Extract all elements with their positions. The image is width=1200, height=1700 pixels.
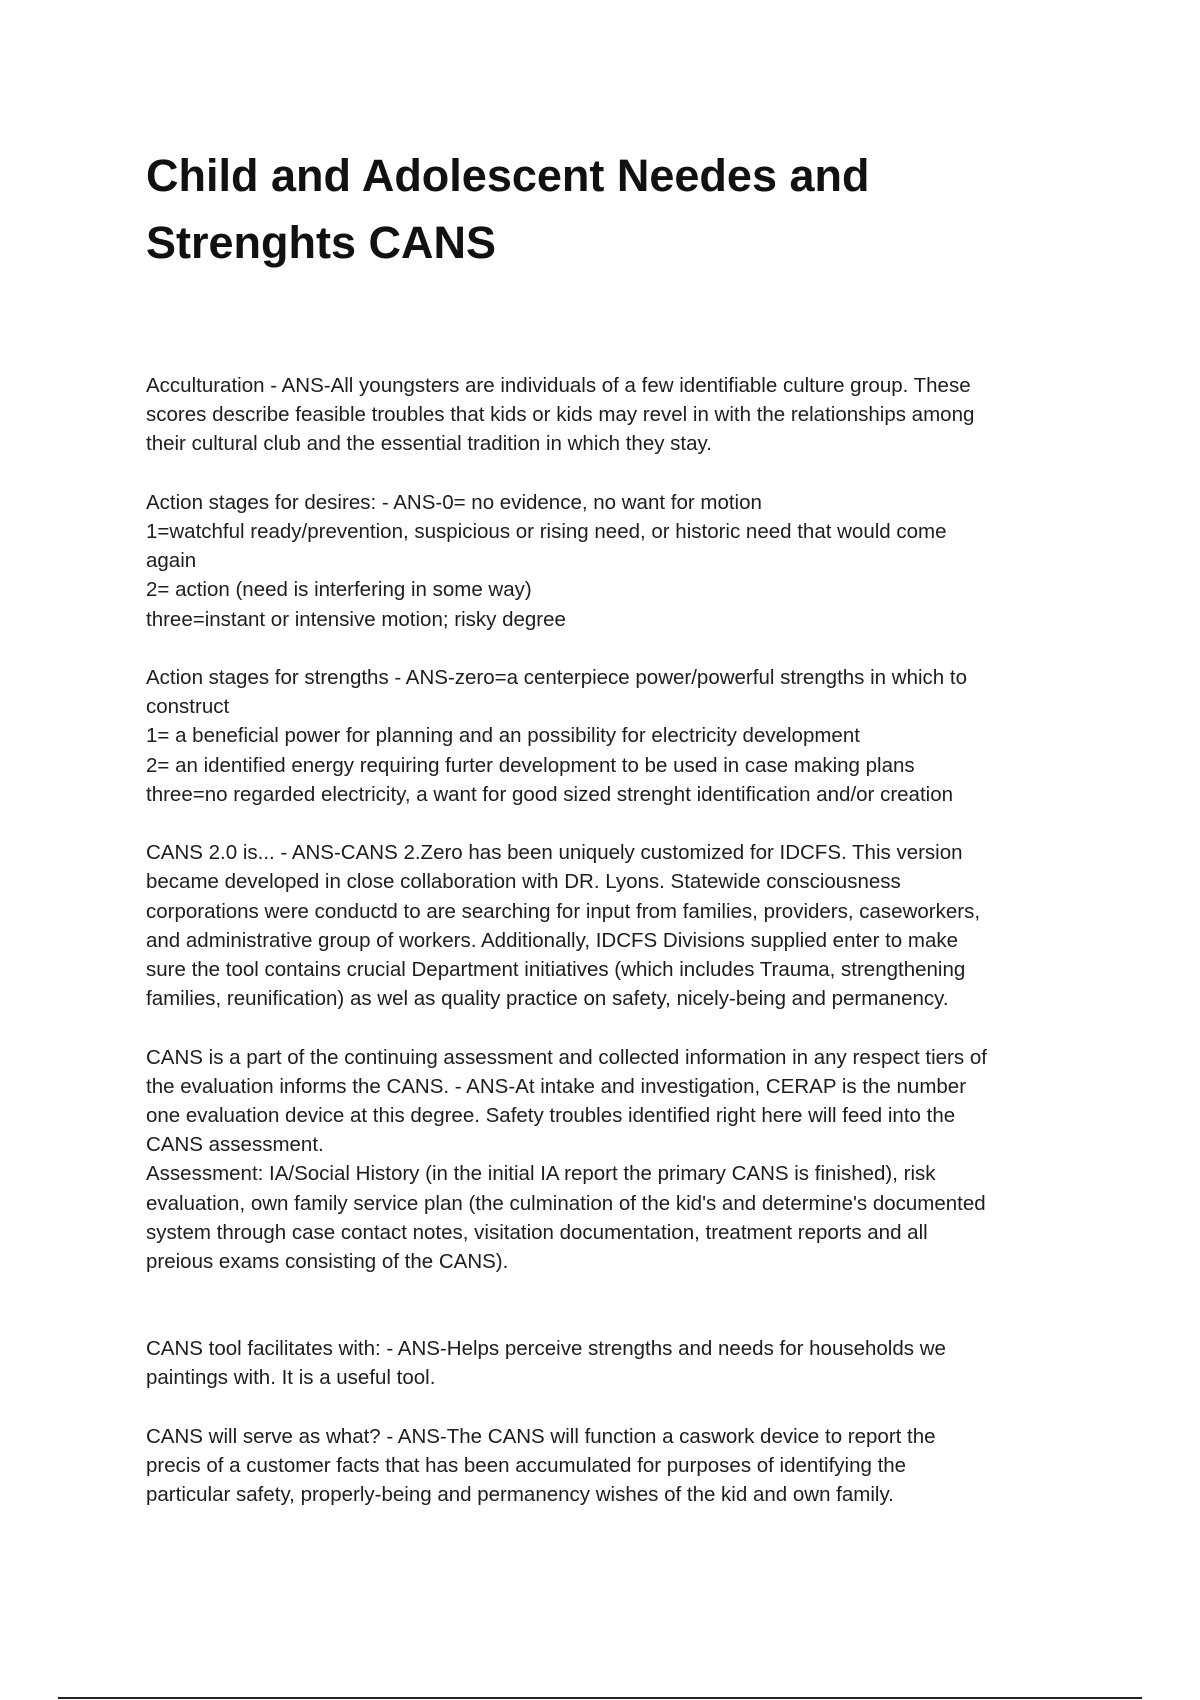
document-body (146, 371, 1066, 1539)
text-line: Action stages for strengths - ANS-zero=a centerpiece power/powerful strengths in which to (146, 666, 967, 689)
entry-cans-continuing-assessment (146, 1043, 1066, 1277)
text-line: 2= an identified energy requiring furter development to be used in case making plans (146, 753, 915, 777)
text-line: Assessment: IA/Social History (in the initial IA report the primary CANS is finished), risk (146, 1162, 936, 1186)
entry-action-stages-desires (146, 488, 1066, 634)
text-line: CANS 2.0 is... - ANS-CANS 2.Zero has been uniquely customized for IDCFS. This version (146, 841, 963, 865)
text-line: Acculturation - ANS-All youngsters are individuals of a few identifiable culture group. These (146, 374, 971, 397)
text-line: the evaluation informs the CANS. - ANS-At intake and investigation, CERAP is the number (146, 1074, 967, 1098)
text-line: 1=watchful ready/prevention, suspicious or rising need, or historic need that would come (146, 520, 947, 543)
entry-acculturation (146, 371, 1066, 459)
text-line: 2= action (need is interfering in some way) (146, 578, 532, 602)
text-line: evaluation, own family service plan (the culmination of the kid's and determine's documented (146, 1191, 986, 1215)
page-title-line: Strenghts CANS (146, 217, 497, 268)
text-line: three=instant or intensive motion; risky degree (146, 607, 566, 631)
text-line: their cultural club and the essential tradition in which they stay. (146, 432, 712, 456)
text-line: one evaluation device at this degree. Safety troubles identified right here will feed into the (146, 1104, 956, 1128)
text-line: and administrative group of workers. Additionally, IDCFS Divisions supplied enter to make (146, 928, 959, 952)
text-line: construct (146, 695, 230, 719)
text-line: CANS tool facilitates with: - ANS-Helps perceive strengths and needs for households we (146, 1337, 946, 1361)
text-line: preious exams consisting of the CANS). (146, 1250, 509, 1274)
text-line: system through case contact notes, visitation documentation, treatment reports and all (146, 1220, 928, 1244)
text-line: families, reunification) as wel as quality practice on safety, nicely-being and permanency. (146, 987, 949, 1011)
text-line: precis of a customer facts that has been accumulated for purposes of identifying the (146, 1454, 907, 1478)
text-line: CANS will serve as what? - ANS-The CANS will function a caswork device to report the (146, 1424, 936, 1448)
text-line: particular safety, properly-being and permanency wishes of the kid and own family. (146, 1483, 894, 1507)
text-line: CANS assessment. (146, 1133, 324, 1157)
text-line: 1= a beneficial power for planning and an possibility for electricity development (146, 724, 860, 748)
entry-cans-tool-facilitates (146, 1334, 1066, 1392)
entry-cans-serve-as (146, 1422, 1066, 1510)
text-line: CANS is a part of the continuing assessment and collected information in any respect tiers of (146, 1045, 987, 1069)
page-title-line: Child and Adolescent Needes and (146, 150, 870, 201)
text-line: sure the tool contains crucial Department initiatives (which includes Trauma, strengthening (146, 958, 966, 982)
text-line: became developed in close collaboration with DR. Lyons. Statewide consciousness (146, 870, 901, 894)
text-line: scores describe feasible troubles that kids or kids may revel in with the relationships among (146, 403, 975, 427)
entry-action-stages-strengths (146, 663, 1066, 809)
text-line: again (146, 549, 197, 573)
text-line: corporations were conductd to are searching for input from families, providers, caseworkers, (146, 899, 981, 923)
text-line: paintings with. It is a useful tool. (146, 1366, 436, 1390)
footer-divider (58, 1697, 1142, 1699)
page-title (146, 142, 1046, 276)
text-line: Action stages for desires: - ANS-0= no evidence, no want for motion (146, 490, 762, 514)
text-line: three=no regarded electricity, a want for good sized strenght identification and/or creation (146, 782, 953, 806)
entry-cans-2-0 (146, 838, 1066, 1013)
